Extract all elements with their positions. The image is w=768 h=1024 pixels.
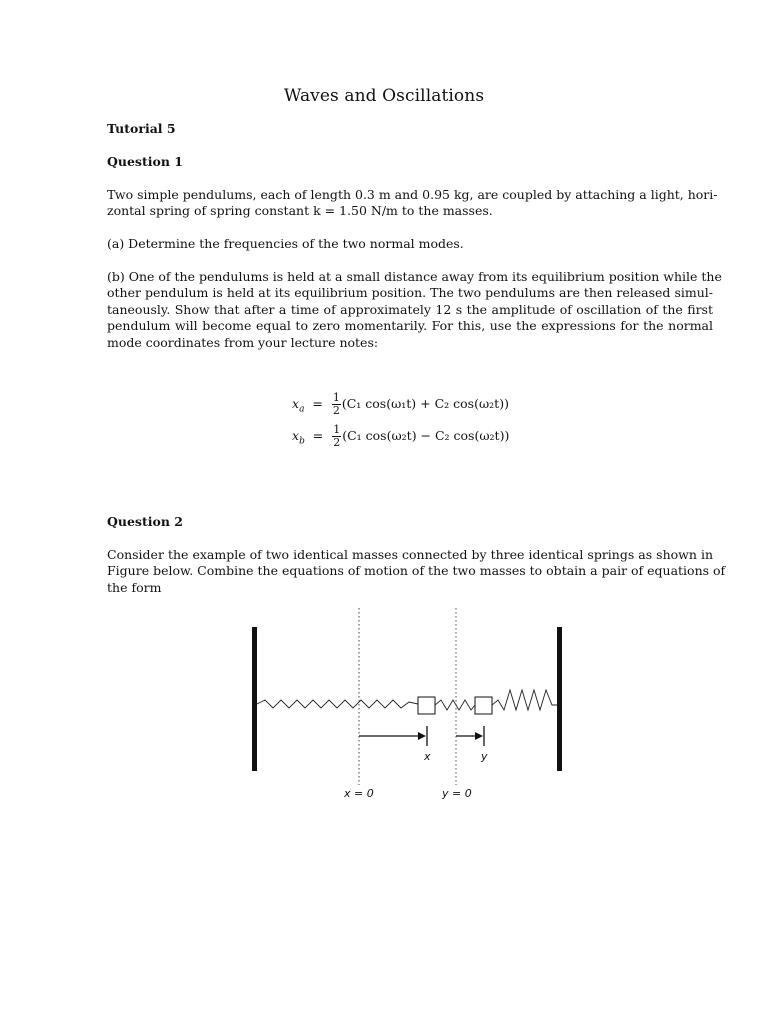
label-y0: y = 0 [442,787,472,800]
text-line: other pendulum is held at its equilibrium position. The two pendulums are then released simul- [107,285,713,301]
eq-lhs-sub: a [299,404,305,415]
tutorial-heading: Tutorial 5 [107,121,176,136]
text-line: the form [107,579,162,595]
text-line: zontal spring of spring constant k = 1.50 N/m to the masses. [107,203,493,219]
text-line: (a) Determine the frequencies of the two normal modes. [107,236,464,251]
label-x0: x = 0 [344,787,374,800]
equals-sign: = [308,396,327,411]
fraction-numerator: 1 [332,391,340,404]
equals-sign: = [308,428,328,443]
right-wall [557,627,562,771]
text-line: mode coordinates from your lecture notes: [107,334,379,350]
text-line: pendulum will become equal to zero momentarily. For this, use the expressions for the normal [107,318,713,334]
spring-right [492,690,557,710]
text-line: Two simple pendulums, each of length 0.3 m and 0.95 kg, are coupled by attaching a light, hori- [107,187,718,202]
mass-2 [475,697,492,714]
question-2-heading: Question 2 [107,514,183,529]
fraction-denominator: 2 [333,436,341,449]
left-wall [252,627,257,771]
text-line: (b) One of the pendulums is held at a small distance away from its equilibrium position while the [107,269,722,284]
text-line: taneously. Show that after a time of approximately 12 s the amplitude of oscillation of the first [107,301,713,317]
eq-rhs: (C₁ cos(ω₂t) − C₂ cos(ω₂t)) [342,428,510,443]
text-line: Figure below. Combine the equations of motion of the two masses to obtain a pair of equations of [107,563,726,579]
mass-1 [418,697,435,714]
spring-middle [435,700,475,710]
x-arrow-head [418,732,426,740]
eq-lhs: x [292,428,300,443]
eq-lhs-sub: b [299,436,305,447]
fraction-denominator: 2 [332,404,340,417]
eq-rhs: (C₁ cos(ω₁t) + C₂ cos(ω₂t)) [341,396,509,411]
fraction-numerator: 1 [333,423,341,436]
question-1-heading: Question 1 [107,154,183,169]
label-x: x [424,750,431,763]
spring-left [257,700,418,708]
text-line: Consider the example of two identical masses connected by three identical springs as shown in [107,547,713,562]
document-title: Waves and Oscillations [283,86,485,106]
label-y: y [481,750,488,763]
y-arrow-head [475,732,483,740]
eq-lhs: x [292,396,300,411]
